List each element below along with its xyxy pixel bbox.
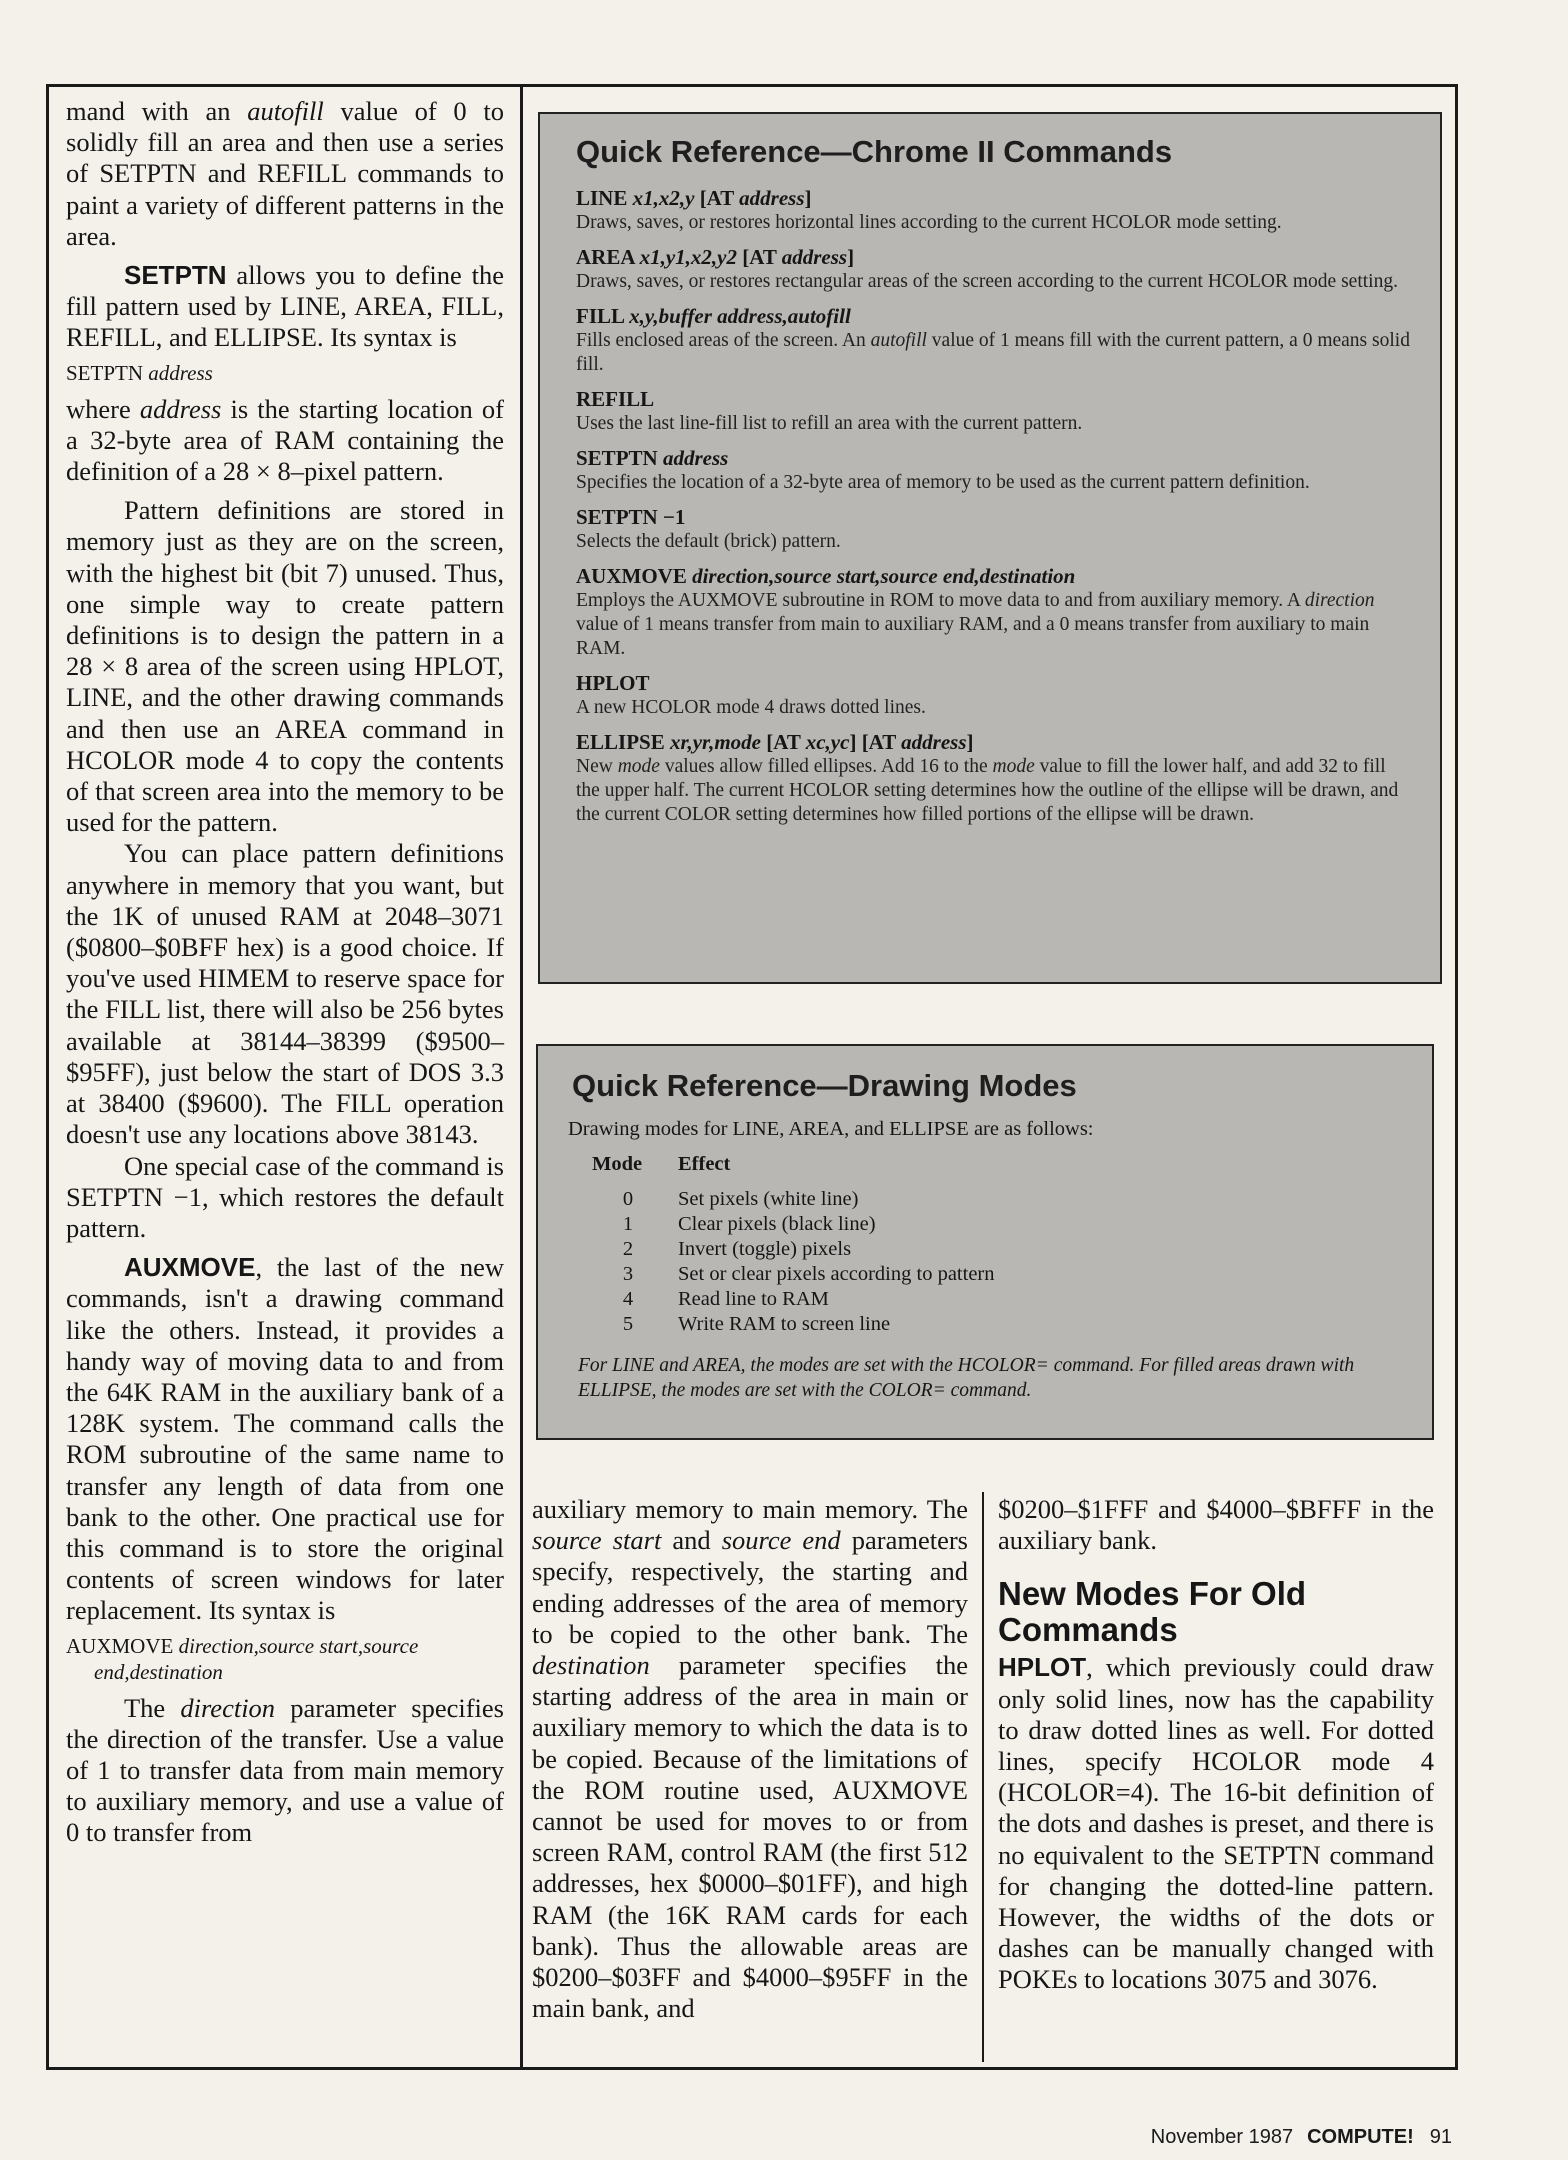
paragraph: HPLOT, which previously could draw only solid lines, now has the capability to draw dotted lines as well. For dotted lines, specify HCOLOR mode 4 (HCOLOR=4). The 16-bit definition of the dots and dashes is preset, and there is no equivalent to the SETPTN command for changing the dotted-line pattern. However, the widths of the dots or dashes can be manually changed with POKEs to locations 3075 and 3076. (998, 1652, 1434, 1995)
box-title: Quick Reference—Chrome II Commands (576, 134, 1173, 169)
command-entry (576, 564, 1412, 661)
table-header-row (578, 1153, 995, 1187)
mode-value: 0 (622, 1188, 634, 1210)
column-header-mode: Mode (592, 1153, 643, 1175)
command-entry (576, 671, 1412, 720)
modes-note: For LINE and AREA, the modes are set with the HCOLOR= command. For filled areas drawn with ELLIPSE, the modes are set with the COLOR= command. (578, 1355, 1355, 1401)
article-column-3 (998, 1494, 1434, 1996)
mode-effect: Write RAM to screen line (678, 1313, 891, 1335)
mode-effect: Read line to RAM (678, 1288, 829, 1310)
modes-table (578, 1153, 995, 1337)
command-entry (576, 186, 1412, 235)
syntax-line: SETPTN address (66, 360, 213, 385)
box-title: Quick Reference—Drawing Modes (572, 1068, 1077, 1103)
paragraph: AUXMOVE, the last of the new commands, isn't a drawing command like the others. Instead, it provides a handy way of moving data to and from the 64K RAM in the auxiliary bank of a 128K system. The command calls the ROM subroutine of the same name to transfer any length of data from one bank to the other. One practical use for this command is to store the original contents of screen windows for later replacement. Its syntax is (66, 1252, 504, 1626)
syntax-line: AUXMOVE direction,source start,source end,destination (66, 1633, 419, 1684)
command-description: Selects the default (brick) pattern. (576, 531, 841, 552)
command-description: New mode values allow filled ellipses. Add 16 to the mode value to fill the lower half, and add 32 to fill the upper half. The current HCOLOR setting determines how the outline of the ellipse will be drawn, and the current COLOR setting determines how filled portions of the ellipse will be drawn. (576, 756, 1399, 825)
command-syntax: ELLIPSE xr,yr,mode [AT xc,yc] [AT address] (576, 730, 974, 754)
quick-reference-modes-box (536, 1044, 1434, 1440)
mode-effect: Set or clear pixels according to pattern (678, 1263, 995, 1285)
command-list (576, 186, 1412, 827)
command-syntax: FILL x,y,buffer address,autofill (576, 304, 851, 328)
mode-effect: Invert (toggle) pixels (678, 1238, 852, 1260)
column-divider (982, 1492, 984, 2062)
command-syntax: HPLOT (576, 671, 650, 695)
command-syntax: SETPTN address (576, 446, 729, 470)
mode-value: 1 (622, 1213, 634, 1235)
mode-value: 5 (622, 1313, 634, 1335)
paragraph: auxiliary memory to main memory. The source start and source end parameters specify, respectively, the starting and ending addresses of the area of memory to be copied to the other bank. The destination parameter specifies the starting address of the area in main or auxiliary memory to which the data is to be copied. Because of the limitations of the ROM routine used, AUXMOVE cannot be used for moves to or from screen RAM, control RAM (the first 512 addresses, hex $0000–$01FF), and high RAM (the 16K RAM cards for each bank). Thus the allowable areas are $0200–$03FF and $4000–$95FF in the main bank, and (532, 1494, 968, 2024)
paragraph: One special case of the command is SETPTN −1, which restores the default pattern. (66, 1150, 504, 1243)
command-entry (576, 387, 1412, 436)
table-row (578, 1187, 995, 1212)
paragraph: The direction parameter specifies the direction of the transfer. Use a value of 1 to transfer data from main memory to auxiliary memory, and use a value of 0 to transfer from (66, 1692, 504, 1848)
table-row (578, 1262, 995, 1287)
paragraph: You can place pattern definitions anywhere in memory that you want, but the 1K of unused RAM at 2048–3071 ($0800–$0BFF hex) is a good choice. If you've used HIMEM to reserve space for the FILL list, there will also be 256 bytes available at 38144–38399 ($9500–$95FF), just below the start of DOS 3.3 at 38400 ($9600). The FILL operation doesn't use any locations above 38143. (66, 838, 504, 1150)
command-description: Employs the AUXMOVE subroutine in ROM to move data to and from auxiliary memory. A direction value of 1 means transfer from main to auxiliary RAM, and a 0 means transfer from auxiliary to main RAM. (576, 590, 1375, 659)
column-divider (520, 84, 523, 2070)
article-column-2 (532, 1494, 968, 2024)
magazine-name: COMPUTE! (1307, 2126, 1414, 2148)
paragraph: Pattern definitions are stored in memory just as they are on the screen, with the highest bit (bit 7) unused. Thus, one simple way to create pattern definitions is to design the pattern in a 28 × 8 area of the screen using HPLOT, LINE, and the other drawing commands and then use an AREA command in HCOLOR mode 4 to copy the contents of that screen area into the memory to be used for the pattern. (66, 495, 504, 838)
command-description: Uses the last line-fill list to refill an area with the current pattern. (576, 413, 1083, 434)
command-syntax: AREA x1,y1,x2,y2 [AT address] (576, 245, 855, 269)
page-number: 91 (1429, 2126, 1452, 2148)
table-row (578, 1212, 995, 1237)
mode-value: 3 (622, 1263, 634, 1285)
command-syntax: REFILL (576, 387, 655, 411)
command-syntax: AUXMOVE direction,source start,source end,destination (576, 564, 1076, 588)
mode-effect: Set pixels (white line) (678, 1188, 859, 1210)
table-row (578, 1312, 995, 1337)
command-entry (576, 505, 1412, 554)
command-syntax: LINE x1,x2,y [AT address] (576, 186, 812, 210)
section-subhead: New Modes For Old Commands (998, 1575, 1307, 1649)
article-column-1 (66, 96, 504, 1849)
command-entry (576, 730, 1412, 827)
command-description: Specifies the location of a 32-byte area of memory to be used as the current pattern definition. (576, 472, 1310, 493)
table-row (578, 1287, 995, 1312)
command-syntax: SETPTN −1 (576, 505, 686, 529)
paragraph: $0200–$1FFF and $4000–$BFFF in the auxiliary bank. (998, 1494, 1434, 1556)
command-description: A new HCOLOR mode 4 draws dotted lines. (576, 697, 926, 718)
command-description: Draws, saves, or restores rectangular areas of the screen according to the current HCOLOR mode setting. (576, 271, 1398, 292)
page-footer (1151, 2126, 1452, 2149)
mode-effect: Clear pixels (black line) (678, 1213, 876, 1235)
command-entry (576, 304, 1412, 377)
quick-reference-commands-box (538, 112, 1442, 984)
mode-value: 2 (622, 1238, 634, 1260)
mode-value: 4 (622, 1288, 634, 1310)
command-description: Fills enclosed areas of the screen. An autofill value of 1 means fill with the current pattern, a 0 means solid fill. (576, 330, 1410, 375)
command-entry (576, 446, 1412, 495)
table-row (578, 1237, 995, 1262)
paragraph: mand with an autofill value of 0 to solidly fill an area and then use a series of SETPTN and REFILL commands to paint a variety of different patterns in the area. (66, 96, 505, 251)
command-description: Draws, saves, or restores horizontal lines according to the current HCOLOR mode setting. (576, 212, 1282, 233)
paragraph: where address is the starting location of a 32-byte area of RAM containing the definition of a 28 × 8–pixel pattern. (66, 393, 504, 487)
issue-date: November 1987 (1150, 2126, 1294, 2148)
column-header-effect: Effect (678, 1153, 731, 1175)
paragraph: SETPTN allows you to define the fill pattern used by LINE, AREA, FILL, REFILL, and ELLIPSE. Its syntax is (66, 260, 504, 353)
command-entry (576, 245, 1412, 294)
modes-intro: Drawing modes for LINE, AREA, and ELLIPSE are as follows: (568, 1118, 1094, 1140)
